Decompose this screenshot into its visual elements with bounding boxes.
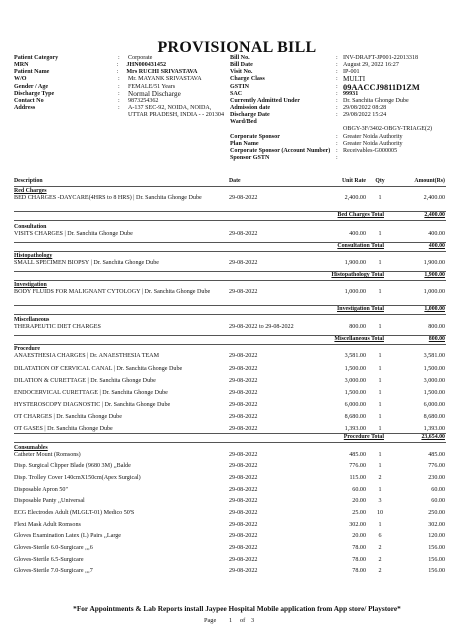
section-total-value: 1,900.00 (424, 272, 445, 278)
patient-label: Address (14, 104, 36, 111)
page-label: Page (204, 617, 217, 624)
bill-label: GSTIN (230, 83, 249, 90)
item-description: HYSTEROSCOPY DIAGNOSTIC | Dr. Sanchita Ghonge Dube (14, 402, 171, 408)
bill-value: INV-DRAFT-JP001-22013318 (343, 55, 419, 61)
item-amount: 2,400.00 (423, 195, 445, 201)
item-description: OT GASES | Dr. Sanchita Ghonge Dube (14, 426, 113, 432)
item-unit-rate: 776.00 (349, 463, 366, 469)
item-date: 29-08-2022 (229, 402, 258, 408)
item-date: 29-08-2022 (229, 568, 258, 574)
item-qty: 1 (378, 231, 382, 237)
item-amount: 1,393.00 (423, 426, 445, 432)
bill-separator (336, 126, 343, 133)
total-rule (14, 344, 446, 345)
total-rule (14, 220, 446, 221)
item-date: 29-08-2022 (229, 390, 258, 396)
patient-row (14, 69, 229, 76)
item-unit-rate: 3,000.00 (344, 378, 366, 384)
bill-label: Corporate Sponsor (Account Number) (230, 147, 331, 154)
item-qty: 1 (378, 426, 382, 432)
bill-value: 09AACCJ9811D1ZM (343, 82, 420, 92)
bill-value: Receivables-G000005 (343, 147, 398, 154)
patient-label: Patient Name (14, 69, 50, 76)
page-current: 1 (229, 617, 233, 624)
item-amount: 156.00 (428, 557, 445, 563)
item-date: 29-08-2022 (229, 452, 258, 458)
item-description: Gloves-Sterile 6.0-Surgicare ,,,6 (14, 545, 93, 551)
item-description: BED CHARGES -DAYCARE(4HRS to 8 HRS) | Dr. Sanchita Ghonge Dube (14, 195, 202, 201)
patient-label: Discharge Type (14, 90, 55, 97)
section-total-label: Bed Charges Total (337, 212, 384, 218)
document-title: PROVISIONAL BILL (157, 39, 317, 56)
bill-row (230, 84, 470, 91)
section-total-value: 400.00 (428, 243, 445, 249)
item-description: Disp. Surgical Clipper Blade (9680 3M) ,,Balde (14, 463, 131, 469)
bill-separator: : (336, 55, 338, 61)
item-amount: 6,000.00 (423, 402, 445, 408)
section-heading: Red Charges (14, 188, 47, 194)
section-total-value: 2,400.00 (424, 212, 445, 218)
item-description: DILATATION OF CERVICAL CANAL | Dr. Sanchita Ghonge Dube (14, 366, 183, 372)
total-rule (14, 251, 446, 252)
patient-row (14, 105, 229, 112)
item-date: 29-08-2022 (229, 195, 258, 201)
bill-separator: : (336, 90, 338, 97)
item-date: 29-08-2022 to 29-08-2022 (229, 324, 294, 330)
bill-row (230, 155, 470, 162)
bill-label: Discharge Date (230, 112, 270, 119)
item-description: Gloves-Sterile 6.5-Surgicare (14, 557, 84, 563)
item-unit-rate: 20.00 (352, 533, 366, 539)
bill-details (230, 55, 470, 162)
item-unit-rate: 302.00 (349, 522, 366, 528)
item-description: ENDOCERVICAL CURETTAGE | Dr. Sanchita Ghonge Dube (14, 390, 168, 396)
item-qty: 3 (378, 498, 382, 504)
item-date: 29-08-2022 (229, 498, 258, 504)
bill-row (230, 148, 470, 155)
item-qty: 1 (378, 378, 382, 384)
item-unit-rate: 1,393.00 (344, 426, 366, 432)
bill-row (230, 112, 470, 119)
bill-value: August 29, 2022 16:27 (343, 62, 399, 69)
item-description: Gloves Examination Latex (L) Pairs ,,Large (14, 533, 122, 539)
item-unit-rate: 1,000.00 (344, 289, 366, 295)
item-qty: 2 (378, 475, 382, 481)
patient-value: Mrs RUCHI SRIVASTAVA (126, 69, 198, 76)
item-unit-rate: 2,400.00 (344, 195, 366, 201)
patient-value: A-137 SEC-92, NOIDA, NOIDA, (128, 104, 212, 111)
patient-value: Mr. MAYANK SRIVASTAVA (128, 76, 202, 83)
item-qty: 1 (378, 366, 382, 372)
section-heading: Investigation (14, 282, 47, 288)
patient-row (14, 84, 229, 91)
patient-value: FEMALE/51 Years (128, 83, 176, 90)
bill-row (230, 141, 470, 148)
item-date: 29-08-2022 (229, 231, 258, 237)
app-install-note: *For Appointments & Lab Reports install Jaypee Hospital Mobile application from App store/ Playstore* (73, 604, 401, 613)
bill-label (230, 126, 336, 133)
bill-label: Charge Class (230, 76, 265, 83)
item-unit-rate: 25.00 (352, 510, 366, 516)
patient-separator (118, 112, 128, 119)
patient-row (14, 112, 229, 119)
patient-separator: : (118, 104, 120, 111)
item-qty: 1 (378, 487, 382, 493)
item-date: 29-08-2022 (229, 414, 258, 420)
item-unit-rate: 3,581.00 (344, 353, 366, 359)
bill-value: 29/08/2022 08:28 (343, 104, 387, 111)
item-unit-rate: 8,680.00 (344, 414, 366, 420)
bill-separator: : (336, 62, 338, 69)
bill-value: 99931 (343, 90, 359, 97)
item-qty: 2 (378, 557, 382, 563)
item-qty: 2 (378, 568, 382, 574)
total-rule (14, 442, 446, 443)
item-qty: 1 (378, 463, 382, 469)
section-heading: Histopathology (14, 253, 53, 259)
bill-label: Corporate Sponsor (230, 133, 280, 140)
item-date: 29-08-2022 (229, 522, 258, 528)
item-amount: 60.00 (431, 487, 445, 493)
patient-separator: : (116, 69, 119, 76)
item-amount: 1,500.00 (423, 366, 445, 372)
item-date: 29-08-2022 (229, 426, 258, 432)
item-amount: 120.00 (428, 533, 445, 539)
item-amount: 3,581.00 (423, 353, 445, 359)
bill-label: Visit No. (230, 69, 253, 76)
item-date: 29-08-2022 (229, 378, 258, 384)
bill-separator (336, 119, 343, 126)
patient-separator: : (118, 83, 120, 90)
page-total: 3 (251, 617, 255, 624)
item-description: Disp. Trolley Cover 140cmX150cm(Apex Surgical) (14, 475, 141, 481)
column-header-description: Description (14, 178, 43, 184)
item-amount: 156.00 (428, 568, 445, 574)
item-unit-rate: 78.00 (352, 568, 366, 574)
section-heading: Consumables (14, 445, 48, 451)
bill-separator: : (336, 83, 338, 90)
total-rule (14, 314, 446, 315)
item-qty: 2 (378, 545, 382, 551)
total-rule (14, 280, 446, 281)
item-amount: 1,900.00 (423, 260, 445, 266)
column-header-amount: Amount(Rs) (414, 178, 445, 184)
bill-value: MULTI (343, 75, 366, 84)
bill-label: Bill No. (230, 55, 250, 61)
header-rule (14, 186, 446, 187)
item-description: Disposable Apron 50" (14, 487, 68, 493)
patient-row (14, 62, 229, 69)
bill-row (230, 134, 470, 141)
patient-label: Contact No (14, 97, 44, 104)
item-qty: 1 (378, 402, 382, 408)
patient-row (14, 91, 229, 98)
item-amount: 776.00 (428, 463, 445, 469)
item-description: DILATION & CURETTAGE | Dr. Sanchita Ghonge Dube (14, 378, 156, 384)
patient-label: W/O (14, 76, 27, 83)
bill-separator: : (336, 147, 338, 154)
item-unit-rate: 800.00 (349, 324, 366, 330)
item-date: 29-08-2022 (229, 289, 258, 295)
item-description: BODY FLUIDS FOR MALIGNANT CYTOLOGY | Dr. Sanchita Ghonge Dube (14, 289, 211, 295)
patient-details (14, 55, 229, 119)
item-qty: 1 (378, 452, 382, 458)
patient-value: UTTAR PRADESH, INDIA - - 201304 (128, 112, 224, 119)
bill-separator: : (336, 133, 338, 140)
item-description: Catheter Mount (Romsons) (14, 452, 81, 458)
bill-label: Sponsor GSTN (230, 154, 270, 161)
patient-value: Corporate (128, 55, 153, 61)
item-unit-rate: 20.00 (352, 498, 366, 504)
bill-value: Greater Noida Authority (343, 133, 403, 140)
patient-separator: : (118, 90, 120, 97)
item-unit-rate: 485.00 (349, 452, 366, 458)
item-description: VISITS CHARGES | Dr. Sanchita Ghonge Dube (14, 231, 133, 237)
patient-label: Patient Category (14, 55, 59, 61)
item-amount: 800.00 (428, 324, 445, 330)
bill-label: Currently Admitted Under (230, 97, 300, 104)
patient-separator: : (118, 76, 120, 83)
bill-separator: : (336, 76, 338, 83)
item-date: 29-08-2022 (229, 463, 258, 469)
item-date: 29-08-2022 (229, 475, 258, 481)
bill-separator: : (336, 97, 338, 104)
item-amount: 230.00 (428, 475, 445, 481)
bill-row (230, 98, 470, 105)
item-date: 29-08-2022 (229, 510, 258, 516)
bill-value: Dr. Sanchita Ghonge Dube (343, 97, 409, 104)
item-qty: 1 (378, 390, 382, 396)
bill-row (230, 55, 470, 62)
section-heading: Procedure (14, 346, 40, 352)
bill-separator: : (336, 112, 338, 119)
item-qty: 1 (378, 195, 382, 201)
item-description: Flexi Mask Adult Romsons (14, 522, 81, 528)
section-total-value: 800.00 (428, 336, 445, 342)
item-unit-rate: 78.00 (352, 545, 366, 551)
item-description: Disposable Panty ,,Universal (14, 498, 85, 504)
bill-value: Greater Noida Authority (343, 140, 403, 147)
bill-separator: : (336, 104, 338, 111)
patient-label: MRN (14, 62, 29, 69)
item-qty: 1 (378, 289, 382, 295)
item-description: ECG Electrodes Adult (MLGLT-01) Medico 50'S (14, 510, 135, 516)
patient-separator: : (116, 62, 119, 69)
bill-row (230, 105, 470, 112)
page-of: of (240, 617, 246, 624)
section-heading: Miscellaneous (14, 317, 50, 323)
item-amount: 60.00 (431, 498, 445, 504)
item-description: Gloves-Sterile 7.0-Surgicare ,,,7 (14, 568, 93, 574)
bill-label: Admission date (230, 104, 271, 111)
column-header-qty: Qty (375, 178, 385, 184)
item-qty: 10 (376, 510, 384, 516)
item-date: 29-08-2022 (229, 353, 258, 359)
column-header-unit-rate: Unit Rate (342, 178, 366, 184)
bill-row (230, 126, 470, 133)
bill-value: IP-001 (343, 69, 360, 76)
item-date: 29-08-2022 (229, 487, 258, 493)
bill-label: SAC (230, 90, 243, 97)
item-qty: 1 (378, 260, 382, 266)
item-date: 29-08-2022 (229, 545, 258, 551)
section-total-label: Consultation Total (337, 243, 384, 249)
bill-separator: : (336, 69, 338, 76)
item-qty: 1 (378, 324, 382, 330)
item-date: 29-08-2022 (229, 260, 258, 266)
patient-value: 9873254362 (128, 97, 159, 104)
bill-label: Ward/Bed (230, 119, 257, 126)
column-header-date: Date (229, 178, 241, 184)
item-description: OT CHARGES | Dr. Sanchita Ghonge Dube (14, 414, 122, 420)
item-qty: 6 (378, 533, 382, 539)
item-date: 29-08-2022 (229, 557, 258, 563)
section-heading: Consultation (14, 224, 47, 230)
item-unit-rate: 1,500.00 (344, 366, 366, 372)
item-qty: 1 (378, 522, 382, 528)
bill-row (230, 62, 470, 69)
section-total-label: Procedure Total (343, 434, 384, 440)
item-amount: 400.00 (428, 231, 445, 237)
item-unit-rate: 78.00 (352, 557, 366, 563)
item-amount: 8,680.00 (423, 414, 445, 420)
item-unit-rate: 400.00 (349, 231, 366, 237)
item-description: SMALL SPECIMEN BIOPSY | Dr. Sanchita Ghonge Dube (14, 260, 159, 266)
item-amount: 1,000.00 (423, 289, 445, 295)
item-amount: 156.00 (428, 545, 445, 551)
item-description: ANAESTHESIA CHARGES | Dr. ANAESTHESIA TEAM (14, 353, 159, 359)
patient-row (14, 98, 229, 105)
item-amount: 250.00 (428, 510, 445, 516)
item-qty: 1 (378, 414, 382, 420)
item-amount: 1,500.00 (423, 390, 445, 396)
item-amount: 3,000.00 (423, 378, 445, 384)
bill-separator: : (336, 140, 338, 147)
section-total-label: Miscellaneous Total (334, 336, 384, 342)
bill-row (230, 91, 470, 98)
patient-value: JHN000431452 (126, 62, 167, 69)
section-total-value: 1,000.00 (424, 306, 445, 312)
patient-separator: : (118, 97, 120, 104)
patient-value: Normal Discharge (128, 89, 181, 98)
section-total-value: 23,654.00 (421, 434, 445, 440)
item-date: 29-08-2022 (229, 366, 258, 372)
patient-separator: : (118, 55, 120, 61)
bill-value: OBGY-3F/3402-OBGY-TRIAGE(2) (343, 126, 433, 133)
item-date: 29-08-2022 (229, 533, 258, 539)
item-unit-rate: 115.00 (349, 475, 366, 481)
item-unit-rate: 6,000.00 (344, 402, 366, 408)
bill-separator: : (336, 154, 338, 161)
section-total-label: Histopathology Total (331, 272, 384, 278)
item-amount: 485.00 (428, 452, 445, 458)
item-amount: 302.00 (428, 522, 445, 528)
patient-label: Gender / Age (14, 83, 49, 90)
item-description: THERAPEUTIC DIET CHARGES (14, 324, 101, 330)
patient-row (14, 55, 229, 62)
item-unit-rate: 1,900.00 (344, 260, 366, 266)
item-unit-rate: 1,500.00 (344, 390, 366, 396)
section-total-label: Investigation Total (337, 306, 384, 312)
bill-label: Bill Date (230, 62, 253, 69)
item-unit-rate: 60.00 (352, 487, 366, 493)
bill-label: Plan Name (230, 140, 259, 147)
patient-label (14, 112, 118, 119)
bill-value: 29/08/2022 15:24 (343, 112, 387, 119)
patient-row (14, 76, 229, 83)
item-qty: 1 (378, 353, 382, 359)
